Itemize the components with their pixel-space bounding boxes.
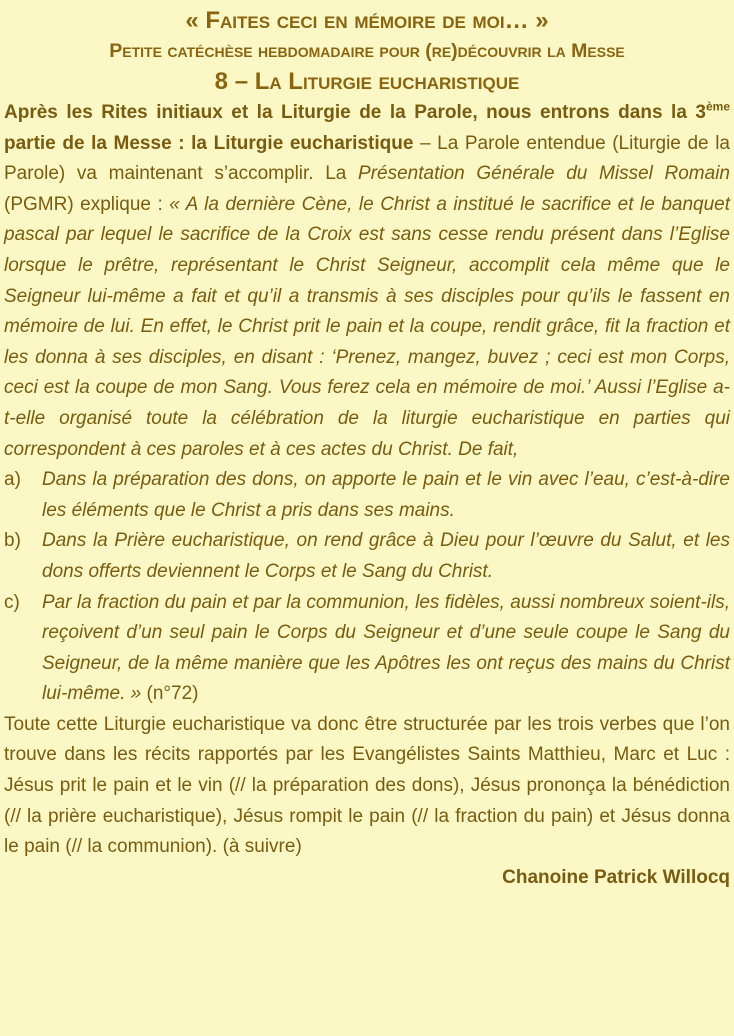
list-item <box>4 588 730 710</box>
intro-bold-lead: Après les Rites initiaux et la Liturgie de la Parole, nous entrons dans la 3 <box>4 102 706 123</box>
list-item <box>4 526 730 587</box>
intro-superscript: ème <box>705 99 730 114</box>
list-marker: c) <box>4 591 20 613</box>
list-item-reference: (n°72) <box>141 683 199 705</box>
intro-bold-rest: partie de la Messe : la Liturgie eucharistique <box>4 132 414 154</box>
list-item <box>4 465 730 526</box>
list-marker: b) <box>4 530 21 552</box>
intro-italic-title: Présentation Générale du Missel Romain <box>358 163 730 185</box>
intro-paragraph <box>4 98 730 465</box>
document-title: « Faites ceci en mémoire de moi… » <box>185 7 549 34</box>
intro-plain-1: – La Parole entendue (Liturgie de la Parole) va maintenant s’accomplir. La <box>4 132 730 185</box>
list-item-body: Dans la préparation des dons, on apporte le pain et le vin avec l’eau, c’est-à-dire les éléments que le Christ a pris dans ses mains. <box>42 469 730 521</box>
list-marker: a) <box>4 469 21 491</box>
intro-plain-2: (PGMR) explique : <box>4 193 170 215</box>
conclusion-paragraph: Toute cette Liturgie eucharistique va donc être structurée par les trois verbes que l’on trouve dans les récits rapportés par les Evangélistes Saints Matthieu, Marc et Luc : Jésus prit le pain et le vin (// la préparation des dons), Jésus prononça la bénédiction (// la prière eucharistique), Jésus rompit le pain (// la fraction du pain) et Jésus donna le pain (// la communion). (à suivre) <box>4 713 730 858</box>
list-item-body: Dans la Prière eucharistique, on rend grâce à Dieu pour l’œuvre du Salut, et les dons offerts deviennent le Corps et le Sang du Christ. <box>42 530 730 582</box>
chapter-heading: 8 – La Liturgie eucharistique <box>214 68 520 95</box>
intro-quote: « A la dernière Cène, le Christ a institué le sacrifice et le banquet pascal par lequel le sacrifice de la Croix est sans cesse rendu présent dans l’Eglise lorsque le prêtre, représentant le Christ Seigneur, accomplit cela même que le Seigneur lui-même a fait et qu’il a transmis à ses disciples pour qu’ils le fassent en mémoire de lui. En effet, le Christ prit le pain et la coupe, rendit grâce, fit la fraction et les donna à ses disciples, en disant : ‘Prenez, mangez, buvez ; ceci est mon Corps, ceci est la coupe de mon Sang. Vous ferez cela en mémoire de moi.’ Aussi l’Eglise a-t-elle organisé toute la célébration de la liturgie eucharistique en parties qui correspondent à ces paroles et à ces actes du Christ. De fait, <box>4 193 731 460</box>
author-signature: Chanoine Patrick Willocq <box>502 866 730 888</box>
quote-list <box>4 465 730 710</box>
list-item-text <box>42 526 730 587</box>
list-item-text <box>42 465 730 526</box>
document-subtitle: Petite catéchèse hebdomadaire pour (re)découvrir la Messe <box>109 40 625 62</box>
list-item-body: Par la fraction du pain et par la communion, les fidèles, aussi nombreux soient-ils, reçoivent d’un seul pain le Corps du Seigneur et d’une seule coupe le Sang du Seigneur, de la même manière que les Apôtres les ont reçus des mains du Christ lui-même. » <box>42 591 730 705</box>
list-item-text <box>42 588 730 710</box>
